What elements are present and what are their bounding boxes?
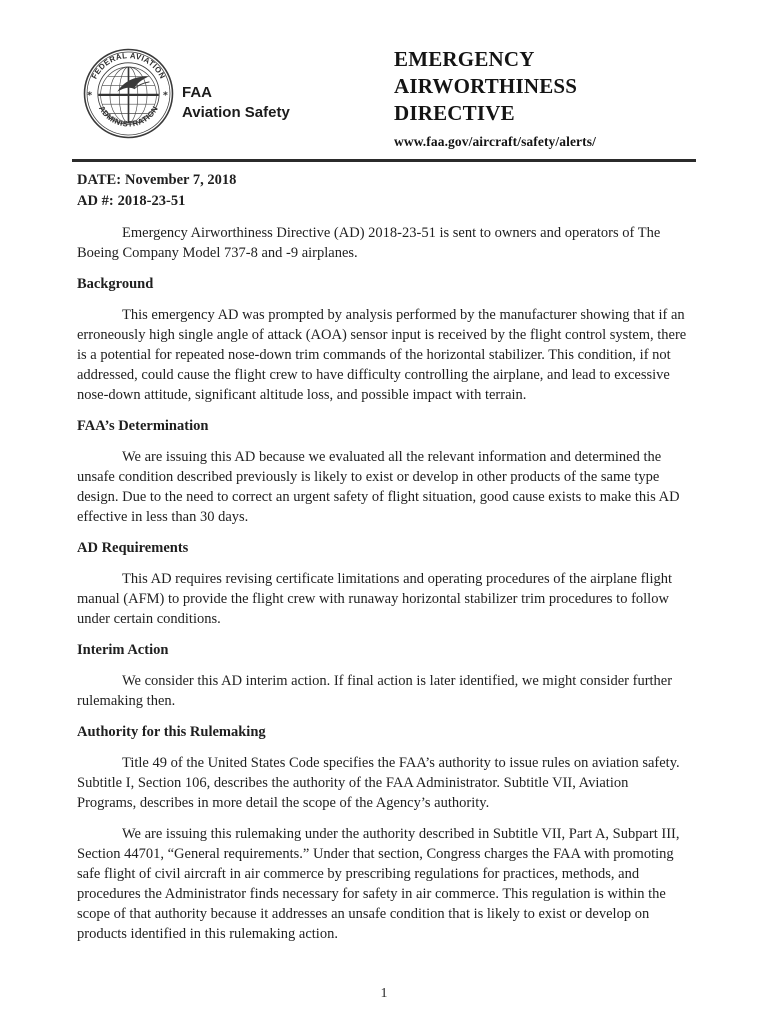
title-block — [394, 46, 596, 150]
section-ad-requirements — [77, 538, 689, 629]
intro-paragraph: Emergency Airworthiness Directive (AD) 2018-23-51 is sent to owners and operators of The Boeing Company Model 737-8 and -9 airplanes. — [77, 225, 661, 261]
document-body — [77, 170, 689, 955]
interim-action-heading: Interim Action — [77, 642, 169, 658]
date-label: DATE: — [77, 172, 122, 188]
meta-block — [77, 170, 689, 212]
background-paragraph: This emergency AD was prompted by analysis performed by the manufacturer showing that if an erroneously high single angle of attack (AOA) sensor input is received by the flight control system, there is a potential for repeated nose-down trim commands of the horizontal stabilizer. This condition, if not addressed, could cause the flight crew to have difficulty controlling the airplane, and lead to excessive nose-down attitude, significant altitude loss, and possible impact with terrain. — [77, 307, 687, 403]
section-authority — [77, 722, 689, 944]
ad-number-value: 2018-23-51 — [117, 193, 186, 209]
authority-heading: Authority for this Rulemaking — [77, 724, 266, 740]
authority-paragraph-2: We are issuing this rulemaking under the authority described in Subtitle VII, Part A, Subpart III, Section 44701, “General requirements.” Under that section, Congress charges the FAA with promoting safe flight of civil aircraft in air commerce by prescribing regulations for practices, methods, and procedures the Administrator finds necessary for safety in air commerce. This regulation is within the scope of that authority because it addresses an unsafe condition that is likely to exist or develop on products identified in this rulemaking action. — [77, 826, 680, 942]
seal-bottom-arc-text: ADMINISTRATION — [96, 104, 161, 129]
ad-number-line — [77, 191, 689, 212]
page-number: 1 — [380, 986, 388, 1001]
interim-action-paragraph: We consider this AD interim action. If final action is later identified, we might consider further rulemaking then. — [77, 673, 673, 709]
date-value: November 7, 2018 — [125, 172, 237, 188]
wing-icon — [117, 77, 148, 92]
ad-number-label: AD #: — [77, 193, 114, 209]
agency-name: FAA — [182, 84, 212, 101]
date-line — [77, 170, 689, 191]
section-interim-action — [77, 640, 689, 711]
authority-paragraph-1: Title 49 of the United States Code specifies the FAA’s authority to issue rules on aviation safety. Subtitle I, Section 106, describes the authority of the FAA Administrator. Subtitle VII, Aviation Programs, describes in more detail the scope of the Agency’s authority. — [77, 755, 680, 811]
agency-division: Aviation Safety — [182, 104, 290, 121]
seal-top-arc-text: FEDERAL AVIATION — [89, 51, 168, 81]
section-background — [77, 274, 689, 405]
ad-requirements-heading: AD Requirements — [77, 540, 189, 556]
faa-determination-paragraph: We are issuing this AD because we evaluated all the relevant information and determined the unsafe condition described previously is likely to exist or develop in other products of the same type design. Due to the need to correct an urgent safety of flight situation, good cause exists to make this AD effective in less than 30 days. — [77, 449, 680, 525]
seal-left-star-icon: * — [87, 90, 93, 102]
document-title — [394, 46, 596, 127]
faa-determination-heading: FAA’s Determination — [77, 418, 209, 434]
ad-requirements-paragraph: This AD requires revising certificate limitations and operating procedures of the airplane flight manual (AFM) to provide the flight crew with runaway horizontal stabilizer trim procedures to follow under certain conditions. — [77, 571, 673, 627]
agency-block — [182, 83, 290, 123]
background-heading: Background — [77, 276, 154, 292]
seal-right-star-icon: * — [162, 90, 169, 102]
title-line-2: AIRWORTHINESS — [394, 74, 578, 98]
header-divider — [72, 159, 696, 162]
title-line-3: DIRECTIVE — [394, 101, 515, 125]
faa-alerts-url: www.faa.gov/aircraft/safety/alerts/ — [394, 134, 596, 149]
section-faa-determination — [77, 416, 689, 527]
faa-seal-logo — [82, 47, 175, 140]
title-line-1: EMERGENCY — [394, 47, 535, 71]
